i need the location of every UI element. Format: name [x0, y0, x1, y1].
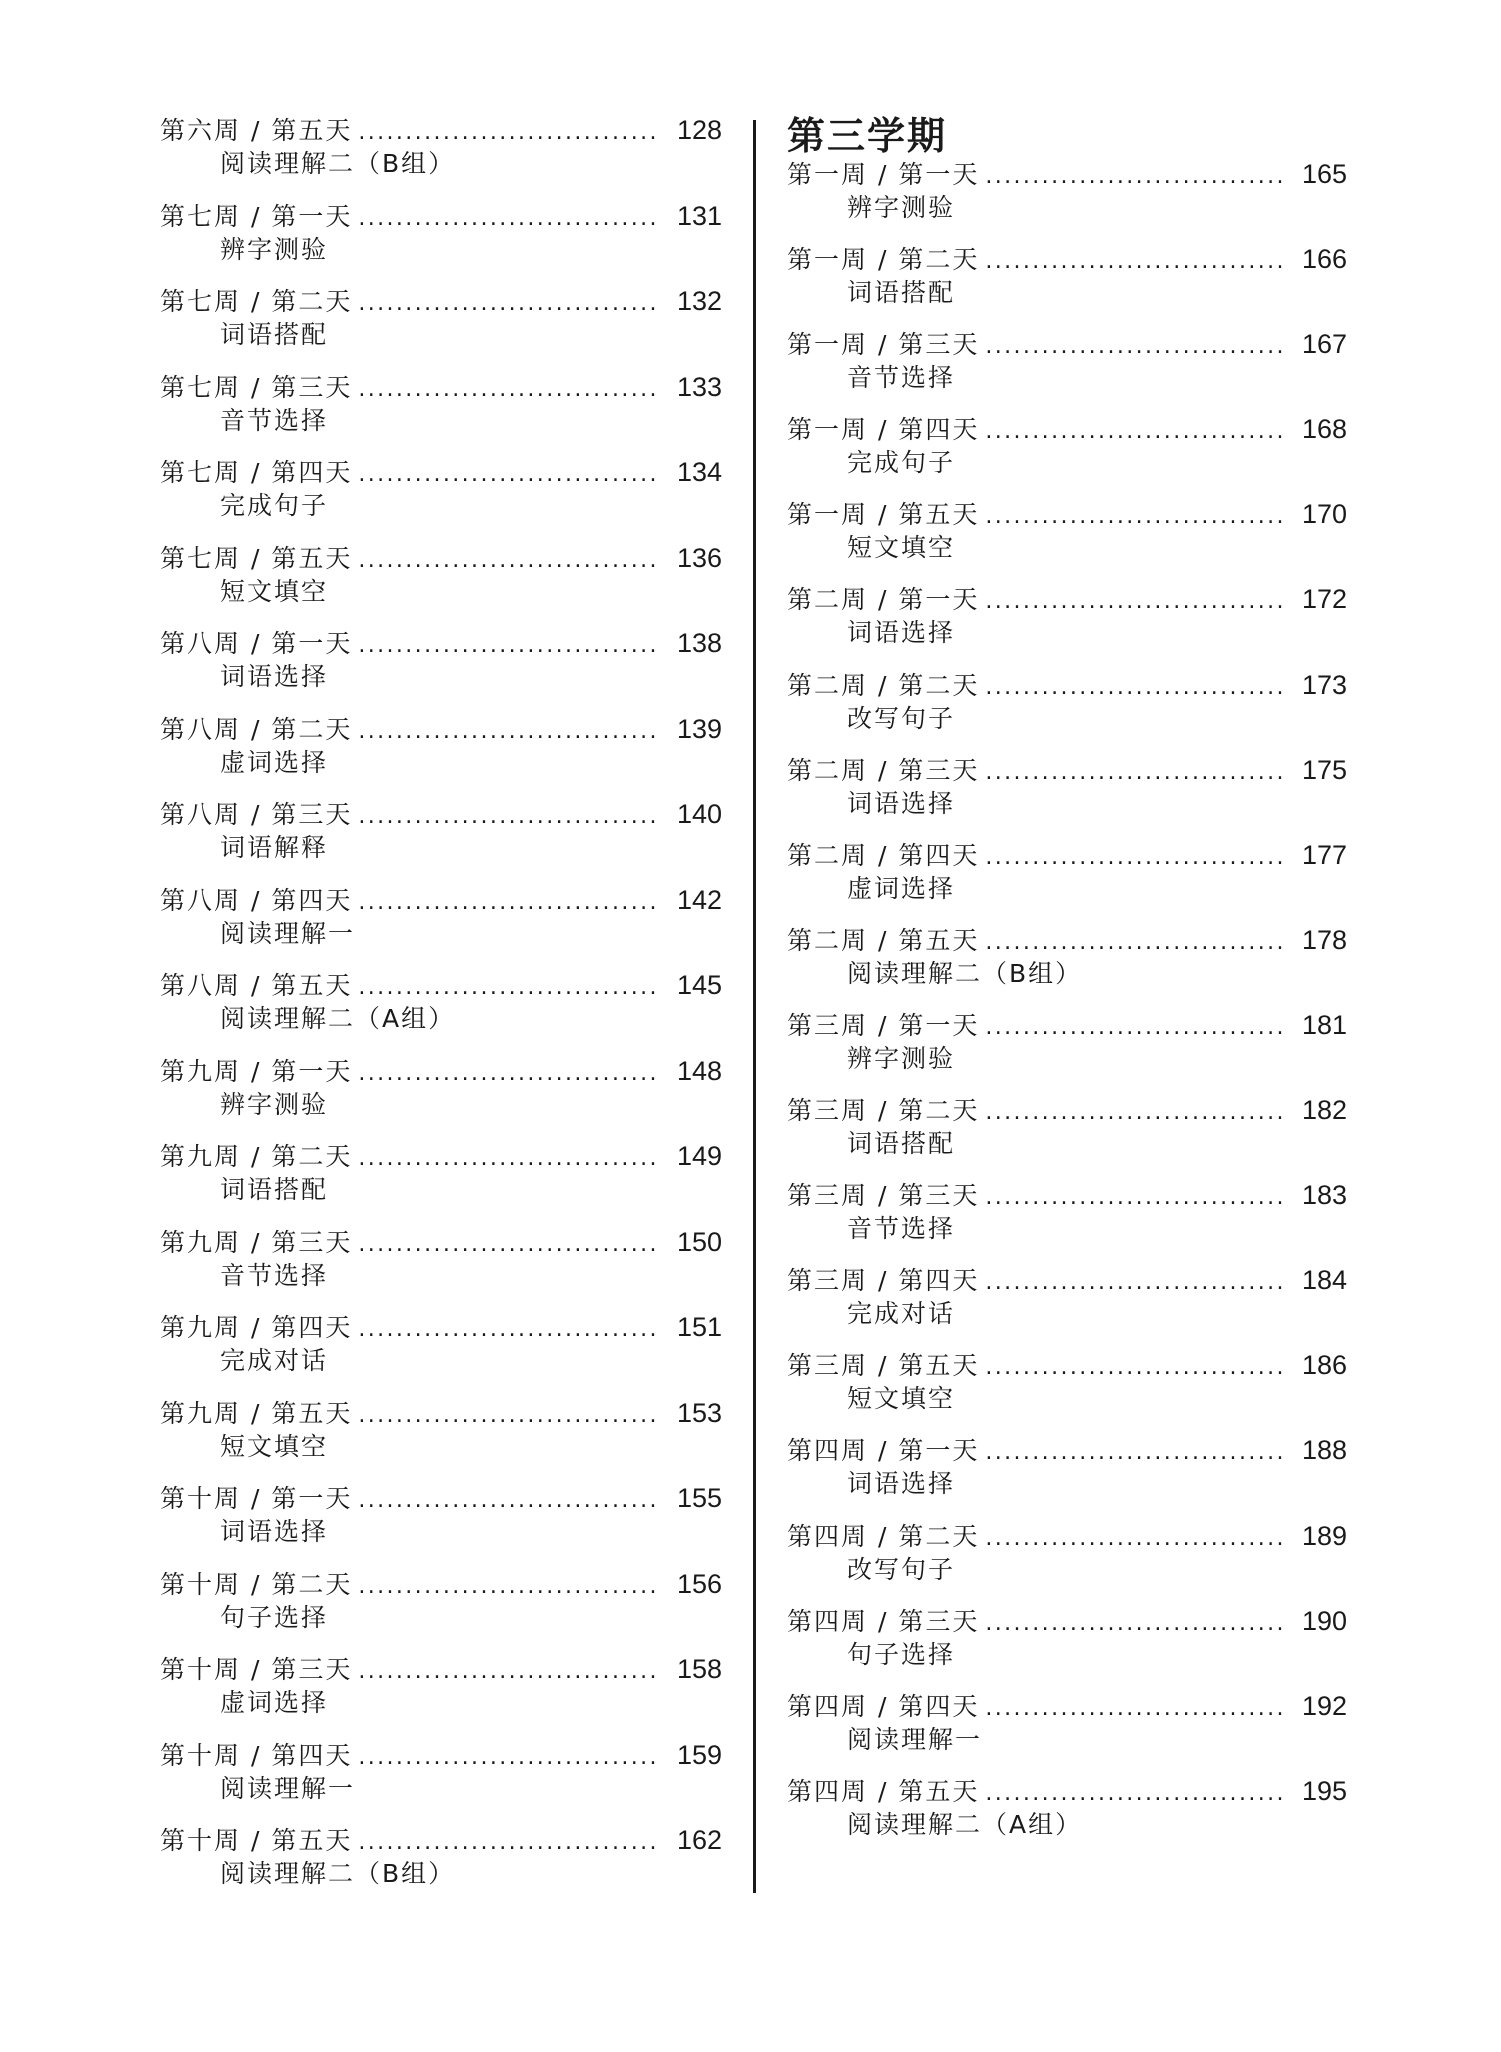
exercise-topic: 短文填空 [847, 533, 956, 563]
week-day-label: 第九周 / 第三天 [160, 1227, 353, 1257]
page-number: 155 [676, 1483, 722, 1513]
toc-entry[interactable] [160, 1055, 722, 1141]
exercise-topic: 改写句子 [847, 1554, 956, 1584]
dot-leader [985, 1437, 1283, 1469]
exercise-topic: 音节选择 [220, 1260, 329, 1290]
week-day-label: 第七周 / 第四天 [160, 458, 353, 487]
exercise-topic: 辨字测验 [220, 1089, 329, 1119]
dot-leader [358, 716, 658, 748]
exercise-topic: 辨字测验 [847, 1043, 956, 1073]
exercise-topic: 词语解释 [220, 833, 329, 862]
week-day-label: 第三周 / 第五天 [787, 1351, 980, 1381]
toc-entry[interactable] [160, 1482, 722, 1568]
toc-entry-heading [787, 1094, 1347, 1129]
page-number: 175 [1301, 754, 1347, 785]
week-day-label: 第四周 / 第四天 [787, 1691, 980, 1721]
toc-entry-heading [787, 754, 1347, 789]
page-number: 190 [1301, 1605, 1347, 1636]
dot-leader [358, 1229, 658, 1261]
toc-entry-heading [160, 884, 722, 919]
page-number: 145 [676, 970, 722, 1000]
toc-entry-heading [787, 328, 1347, 363]
section-title-term-3: 第三学期 [787, 114, 948, 158]
exercise-topic: 完成对话 [220, 1346, 329, 1375]
week-day-label: 第七周 / 第五天 [160, 543, 353, 573]
toc-entry-heading [160, 627, 722, 662]
toc-entry-heading [787, 583, 1347, 618]
exercise-topic: 虚词选择 [847, 873, 956, 903]
toc-entry-heading [160, 200, 722, 235]
toc-entry-heading [160, 1568, 722, 1603]
dot-leader [985, 927, 1283, 959]
toc-entry-heading [160, 114, 722, 149]
toc-entry-heading [787, 924, 1347, 959]
page-number: 138 [676, 628, 722, 658]
week-day-label: 第三周 / 第四天 [787, 1266, 980, 1296]
exercise-topic: 句子选择 [847, 1639, 956, 1669]
page-number: 186 [1301, 1350, 1347, 1381]
exercise-topic: 词语选择 [220, 1517, 329, 1546]
toc-entry-heading [787, 158, 1347, 193]
week-day-label: 第八周 / 第三天 [160, 800, 353, 829]
toc-entry-heading [787, 498, 1347, 533]
week-day-label: 第十周 / 第二天 [160, 1569, 353, 1599]
toc-entry[interactable] [787, 1520, 1347, 1605]
toc-entry-heading [160, 1739, 722, 1774]
dot-leader [358, 1143, 658, 1175]
week-day-label: 第四周 / 第五天 [787, 1776, 980, 1806]
toc-entry-heading [787, 1009, 1347, 1044]
toc-entry-heading [160, 1397, 722, 1432]
exercise-topic: 阅读理解一 [220, 918, 356, 948]
toc-entry-heading [160, 1653, 722, 1688]
exercise-topic: 改写句子 [847, 703, 956, 733]
week-day-label: 第二周 / 第三天 [787, 755, 980, 785]
week-day-label: 第一周 / 第二天 [787, 245, 980, 275]
toc-entry-heading [787, 1605, 1347, 1640]
dot-leader [358, 374, 658, 406]
week-day-label: 第四周 / 第一天 [787, 1436, 980, 1466]
exercise-topic: 阅读理解二（B组） [220, 1859, 456, 1888]
toc-entry-heading [787, 413, 1347, 448]
week-day-label: 第八周 / 第二天 [160, 714, 353, 744]
toc-entry[interactable] [787, 1179, 1347, 1264]
dot-leader [985, 416, 1283, 448]
week-day-label: 第九周 / 第一天 [160, 1056, 353, 1086]
dot-leader [985, 842, 1283, 874]
exercise-topic: 阅读理解二（B组） [220, 149, 456, 178]
toc-entry[interactable] [160, 114, 722, 200]
toc-entry[interactable] [787, 328, 1347, 413]
week-day-label: 第七周 / 第三天 [160, 372, 353, 402]
dot-leader [358, 972, 658, 1004]
toc-entry[interactable] [787, 1094, 1347, 1179]
toc-entry-heading [160, 456, 722, 491]
week-day-label: 第三周 / 第二天 [787, 1096, 980, 1126]
week-day-label: 第九周 / 第二天 [160, 1142, 353, 1171]
column-divider [753, 120, 756, 1893]
exercise-topic: 词语搭配 [220, 1175, 329, 1204]
dot-leader [985, 1352, 1283, 1384]
exercise-topic: 词语搭配 [847, 278, 956, 308]
exercise-topic: 音节选择 [847, 1214, 956, 1244]
dot-leader [358, 1314, 658, 1346]
week-day-label: 第六周 / 第五天 [160, 116, 353, 145]
dot-leader [985, 501, 1283, 533]
toc-entry-heading [160, 1311, 722, 1346]
week-day-label: 第十周 / 第三天 [160, 1655, 353, 1684]
page-number: 158 [676, 1654, 722, 1684]
week-day-label: 第八周 / 第五天 [160, 971, 353, 1000]
dot-leader [358, 288, 658, 320]
week-day-label: 第八周 / 第一天 [160, 629, 353, 658]
page-number: 140 [676, 799, 722, 829]
toc-entry[interactable] [160, 1653, 722, 1739]
page-number: 170 [1301, 499, 1347, 530]
page-number: 178 [1301, 924, 1347, 955]
dot-leader [358, 203, 658, 235]
toc-entry-heading [787, 243, 1347, 278]
toc-entry[interactable] [787, 1775, 1347, 1860]
week-day-label: 第一周 / 第五天 [787, 500, 980, 530]
toc-entry[interactable] [787, 243, 1347, 328]
dot-leader [985, 757, 1283, 789]
dot-leader [985, 1012, 1283, 1044]
week-day-label: 第四周 / 第二天 [787, 1521, 980, 1551]
week-day-label: 第一周 / 第三天 [787, 330, 980, 360]
dot-leader [985, 1267, 1283, 1299]
toc-entry[interactable] [160, 1568, 722, 1654]
toc-entry[interactable] [787, 1349, 1347, 1434]
toc-entry-heading [160, 713, 722, 748]
dot-leader [358, 1485, 658, 1517]
week-day-label: 第三周 / 第三天 [787, 1181, 980, 1211]
toc-entry[interactable] [160, 456, 722, 542]
toc-entry-heading [160, 1226, 722, 1261]
toc-entry[interactable] [787, 1434, 1347, 1519]
exercise-topic: 虚词选择 [220, 747, 329, 777]
exercise-topic: 音节选择 [220, 405, 329, 435]
page-number: 177 [1301, 839, 1347, 870]
toc-entry-heading [160, 1055, 722, 1090]
toc-right-column [787, 114, 1347, 1860]
dot-leader [985, 331, 1283, 363]
page-number: 173 [1301, 669, 1347, 700]
dot-leader [358, 545, 658, 577]
week-day-label: 第三周 / 第一天 [787, 1010, 980, 1040]
week-day-label: 第二周 / 第五天 [787, 925, 980, 955]
exercise-topic: 词语选择 [220, 662, 329, 691]
dot-leader [985, 672, 1283, 704]
toc-entry-heading [787, 1520, 1347, 1555]
toc-entry[interactable] [787, 498, 1347, 583]
dot-leader [985, 1523, 1283, 1555]
dot-leader [985, 586, 1283, 618]
exercise-topic: 阅读理解二（B组） [847, 958, 1083, 988]
toc-entry-heading [160, 1482, 722, 1517]
dot-leader [358, 887, 658, 919]
dot-leader [985, 161, 1283, 193]
page-number: 188 [1301, 1435, 1347, 1466]
week-day-label: 第九周 / 第五天 [160, 1398, 353, 1428]
page-number: 189 [1301, 1520, 1347, 1551]
toc-entry[interactable] [787, 1264, 1347, 1349]
exercise-topic: 词语搭配 [220, 320, 329, 349]
toc-entry-heading [160, 542, 722, 577]
exercise-topic: 阅读理解二（A组） [220, 1004, 456, 1033]
toc-entry[interactable] [160, 884, 722, 970]
page-number: 183 [1301, 1180, 1347, 1211]
exercise-topic: 短文填空 [220, 1431, 329, 1461]
exercise-topic: 阅读理解一 [220, 1773, 356, 1803]
page-number: 131 [676, 200, 722, 231]
week-day-label: 第十周 / 第一天 [160, 1484, 353, 1513]
toc-entry-heading [160, 371, 722, 406]
exercise-topic: 词语搭配 [847, 1129, 956, 1159]
page-number: 159 [676, 1739, 722, 1770]
page-number: 134 [676, 457, 722, 487]
toc-entry-heading [787, 1264, 1347, 1299]
exercise-topic: 辨字测验 [847, 193, 956, 222]
dot-leader [985, 246, 1283, 278]
toc-entry[interactable] [160, 798, 722, 884]
dot-leader [985, 1778, 1283, 1810]
exercise-topic: 音节选择 [847, 363, 956, 393]
exercise-topic: 短文填空 [847, 1384, 956, 1414]
toc-entry[interactable] [787, 754, 1347, 839]
exercise-topic: 完成句子 [847, 448, 956, 478]
exercise-topic: 词语选择 [847, 1469, 956, 1499]
exercise-topic: 词语选择 [847, 788, 956, 818]
exercise-topic: 词语选择 [847, 618, 956, 648]
toc-entry-heading [787, 1179, 1347, 1214]
toc-entry[interactable] [160, 1824, 722, 1910]
page-number: 166 [1301, 244, 1347, 275]
toc-entry[interactable] [787, 583, 1347, 668]
toc-entry[interactable] [160, 1226, 722, 1312]
dot-leader [358, 459, 658, 491]
page-number: 133 [676, 371, 722, 402]
week-day-label: 第九周 / 第四天 [160, 1313, 353, 1342]
page-number: 128 [676, 115, 722, 145]
dot-leader [358, 1742, 658, 1774]
page-number: 167 [1301, 329, 1347, 360]
toc-entry[interactable] [160, 969, 722, 1055]
toc-entry[interactable] [160, 285, 722, 371]
week-day-label: 第七周 / 第二天 [160, 287, 353, 316]
page-number: 132 [676, 286, 722, 316]
exercise-topic: 句子选择 [220, 1602, 329, 1632]
exercise-topic: 虚词选择 [220, 1688, 329, 1717]
dot-leader [358, 1571, 658, 1603]
toc-entry[interactable] [160, 542, 722, 628]
page-number: 136 [676, 542, 722, 573]
toc-entry-heading [160, 798, 722, 833]
page-number: 153 [676, 1397, 722, 1428]
week-day-label: 第一周 / 第四天 [787, 415, 980, 445]
week-day-label: 第八周 / 第四天 [160, 885, 353, 915]
week-day-label: 第二周 / 第二天 [787, 670, 980, 700]
page-number: 181 [1301, 1009, 1347, 1040]
dot-leader [985, 1608, 1283, 1640]
week-day-label: 第七周 / 第一天 [160, 201, 353, 231]
exercise-topic: 完成句子 [220, 491, 329, 520]
page-number: 150 [676, 1226, 722, 1257]
toc-entry[interactable] [160, 627, 722, 713]
exercise-topic: 阅读理解一 [847, 1724, 983, 1754]
toc-entry[interactable] [160, 1397, 722, 1483]
exercise-topic: 阅读理解二（A组） [847, 1809, 1083, 1839]
dot-leader [358, 1827, 658, 1859]
page-number: 139 [676, 713, 722, 744]
toc-entry[interactable] [787, 669, 1347, 754]
toc-entry[interactable] [787, 158, 1347, 243]
toc-left-column [160, 114, 722, 1910]
dot-leader [985, 1097, 1283, 1129]
toc-entry-heading [787, 1690, 1347, 1725]
dot-leader [985, 1182, 1283, 1214]
page-number: 162 [676, 1825, 722, 1855]
week-day-label: 第一周 / 第一天 [787, 160, 980, 189]
toc-entry[interactable] [787, 924, 1347, 1009]
exercise-topic: 辨字测验 [220, 234, 329, 264]
toc-entry-heading [160, 1824, 722, 1859]
toc-entry[interactable] [160, 1311, 722, 1397]
page-number: 184 [1301, 1265, 1347, 1296]
week-day-label: 第十周 / 第四天 [160, 1740, 353, 1770]
dot-leader [985, 1693, 1283, 1725]
page-number: 172 [1301, 584, 1347, 615]
page-number: 142 [676, 884, 722, 915]
week-day-label: 第二周 / 第四天 [787, 840, 980, 870]
toc-entry-heading [787, 839, 1347, 874]
dot-leader [358, 117, 658, 149]
week-day-label: 第四周 / 第三天 [787, 1606, 980, 1636]
page-number: 165 [1301, 159, 1347, 189]
toc-entry[interactable] [160, 1739, 722, 1825]
page-number: 156 [676, 1568, 722, 1599]
toc-entry-heading [787, 1775, 1347, 1810]
dot-leader [358, 630, 658, 662]
week-day-label: 第十周 / 第五天 [160, 1826, 353, 1855]
exercise-topic: 短文填空 [220, 576, 329, 606]
dot-leader [358, 1058, 658, 1090]
dot-leader [358, 801, 658, 833]
toc-entry[interactable] [160, 1140, 722, 1226]
page-number: 182 [1301, 1095, 1347, 1126]
dot-leader [358, 1400, 658, 1432]
toc-entry-heading [787, 669, 1347, 704]
toc-entry-heading [160, 285, 722, 320]
toc-entry[interactable] [160, 200, 722, 286]
page-number: 151 [676, 1312, 722, 1342]
toc-entry[interactable] [787, 1009, 1347, 1094]
toc-entry-heading [160, 1140, 722, 1175]
page-number: 149 [676, 1141, 722, 1171]
toc-entry-heading [787, 1349, 1347, 1384]
page-number: 195 [1301, 1775, 1347, 1806]
toc-entry[interactable] [787, 413, 1347, 498]
toc-entry[interactable] [787, 839, 1347, 924]
toc-entry[interactable] [160, 713, 722, 799]
week-day-label: 第二周 / 第一天 [787, 585, 980, 615]
dot-leader [358, 1656, 658, 1688]
page-number: 192 [1301, 1690, 1347, 1721]
page-number: 168 [1301, 414, 1347, 445]
toc-entry[interactable] [787, 1605, 1347, 1690]
toc-entry[interactable] [160, 371, 722, 457]
toc-entry[interactable] [787, 1690, 1347, 1775]
toc-entry-heading [787, 1434, 1347, 1469]
exercise-topic: 完成对话 [847, 1299, 956, 1329]
toc-entry-heading [160, 969, 722, 1004]
page-number: 148 [676, 1055, 722, 1086]
